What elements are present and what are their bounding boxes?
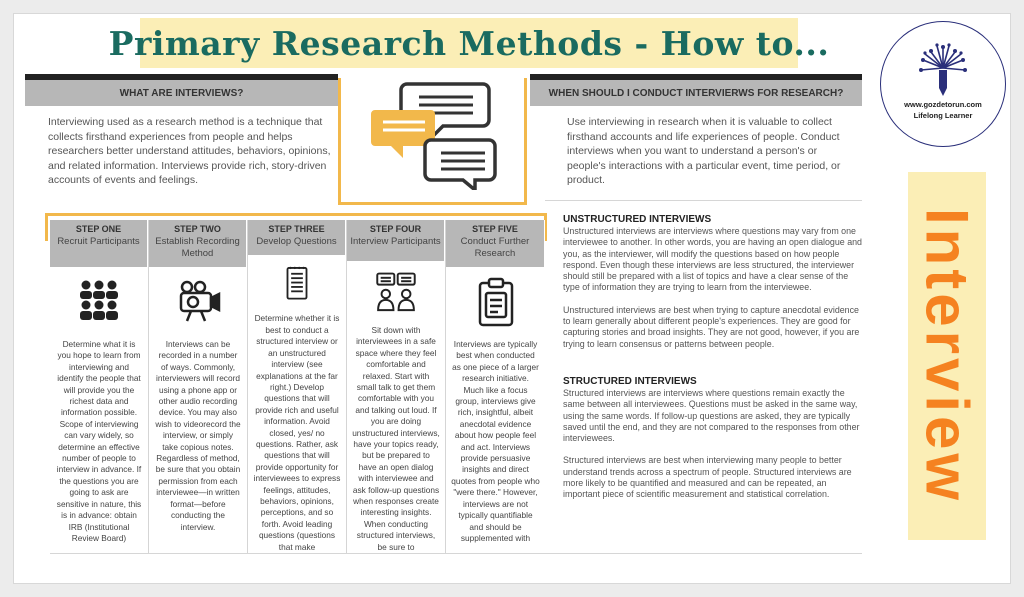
structured-paragraph-2: Structured interviews are best when interviewing many people to better understand trends across a spectrum of people. Structured interviews are more likely to be quantified and measured and can be repeated, an important piece of scientific measurement and statistical correlation. [563, 455, 852, 500]
structured-paragraph-1: Structured interviews are interviews where questions remain exactly the same between all interviewees. Questions must be asked in the same way, using the same words. If follow-up questions are asked, they are typically saved until the end, and they are not compared to the responses from other interviewees. [563, 387, 860, 444]
page-title: Primary Research Methods - How to... [108, 23, 830, 63]
speech-bubbles-icon [369, 80, 499, 190]
step-4 [347, 220, 446, 553]
step-1-header [50, 220, 148, 267]
step-1 [50, 220, 149, 553]
step-title: Establish Recording Method [155, 236, 240, 259]
people-group-icon [74, 277, 124, 329]
step-text: Determine what it is you hope to learn from interviewing and identify the people that will provide you the richest data and information possible. Scope of interviewing can vary widely, so determine an effective number of people to interview in advance. If the questions you are going to ask are sensitive in nature, this is in advance: obtain IRB (Institutional Review Board) [56, 339, 142, 543]
unstructured-title: UNSTRUCTURED INTERVIEWS [563, 214, 712, 225]
step-number: STEP FIVE [472, 224, 518, 234]
step-number: STEP TWO [174, 224, 221, 234]
step-text: Interviews can be recorded in a number of ways. Commonly, interviewers will record using a phone app or other audio recording device. You may also wish to videorecord the interview, or simply take copious notes. Regardless of method, be sure that you obtain permission from each interviewee—in written format—before conducting the interview. [155, 339, 241, 532]
step-number: STEP THREE [268, 224, 325, 234]
step-5 [446, 220, 545, 553]
right-section-text: Use interviewing in research when it is valuable to collect firsthand accounts and life experiences of people. Conduct interviews when you want to understand a person's or people's interactions with a particular event, time period, or product. [567, 116, 841, 187]
side-label-box [908, 172, 986, 540]
step-3-header [248, 220, 346, 255]
unstructured-paragraph-2: Unstructured interviews are best when trying to capture anecdotal evidence to learn generally about different people's experiences. They are good for capturing stories and broad insights. They are not good, however, if you are trying to learn consensus or patterns between people. [563, 304, 860, 349]
left-section-text: Interviewing used as a research method is a technique that collects firsthand experiences from people and helps researchers better understand attitudes, behaviors, opinions, and related information. Interviews provide rich, story-driven accounts of events and feelings. [48, 116, 331, 187]
interview-types [563, 214, 863, 512]
steps-left-accent [45, 213, 48, 241]
step-title: Conduct Further Research [460, 236, 530, 259]
step-title: Interview Participants [350, 236, 441, 247]
logo-url: www.gozdetorun.com [904, 100, 982, 109]
left-section-heading: WHAT ARE INTERVIEWS? [25, 80, 338, 106]
bottom-divider [50, 553, 862, 554]
structured-title: STRUCTURED INTERVIEWS [563, 375, 697, 387]
step-number: STEP FOUR [369, 224, 422, 234]
side-label: Interview [913, 207, 981, 505]
step-5-header [446, 220, 545, 267]
title-banner [108, 18, 830, 68]
step-text: Determine whether it is best to conduct a structured interview or an unstructured interview (see explanations at the far right.) Develop questions that will provide rich and useful information. Avoid closed, yes/ no questions. Rather, ask questions that will provide opportunity for interviewees to express feelings, attitudes, behaviors, opinions, perceptions, and so forth. Avoid leading questions (questions that make [253, 313, 341, 552]
conversation-icon [371, 271, 421, 315]
brand-logo[interactable] [880, 21, 1006, 147]
logo-tagline: Lifelong Learner [913, 111, 973, 120]
step-text: Sit down with interviewees in a safe space where they feel comfortable and relaxed. Start with small talk to get them comfortable with you and talking out loud. If you are doing unstructured interviews, have your topics ready, but be prepared to have an open dialog with interviewee and ask follow-up questions when responses create interesting insights. When conducting structured interviews, be sure to [352, 324, 440, 552]
step-title: Recruit Participants [57, 236, 140, 247]
right-divider [545, 200, 862, 201]
step-number: STEP ONE [75, 224, 122, 234]
step-2 [149, 220, 248, 553]
step-title: Develop Questions [256, 236, 337, 247]
right-section-heading: WHEN SHOULD I CONDUCT INTERVIERWS FOR RESEARCH? [530, 80, 862, 106]
notepad-icon [272, 265, 322, 303]
step-3 [248, 220, 347, 553]
step-2-header [149, 220, 247, 267]
clipboard-icon [471, 277, 521, 329]
steps-top-border [45, 213, 547, 216]
steps-grid [50, 220, 545, 553]
step-4-header [347, 220, 445, 261]
step-text: Interviews are typically best when conducted as one piece of a larger research initiative. Much like a focus group, interviews give rich, insightful, albeit anecdotal evidence about how people feel and act. Interviews provide persuasive insights and direct quotes from people who "were there." However, interviews are not typically quantifiable and should be supplemented with [451, 339, 540, 543]
video-camera-icon [173, 277, 223, 329]
unstructured-paragraph-1: Unstructured interviews are interviews where questions may vary from one interviewee to another. In other words, you are having an open dialogue and you, as the interviewer, will modify the questions based on how people respond. Even though these interviews are less structured, the interviewer should still be prepared with a list of topics and have a clear sense of the type of information they are trying to learn from the interviewee. [563, 226, 862, 293]
pencil-tree-icon [913, 42, 973, 98]
